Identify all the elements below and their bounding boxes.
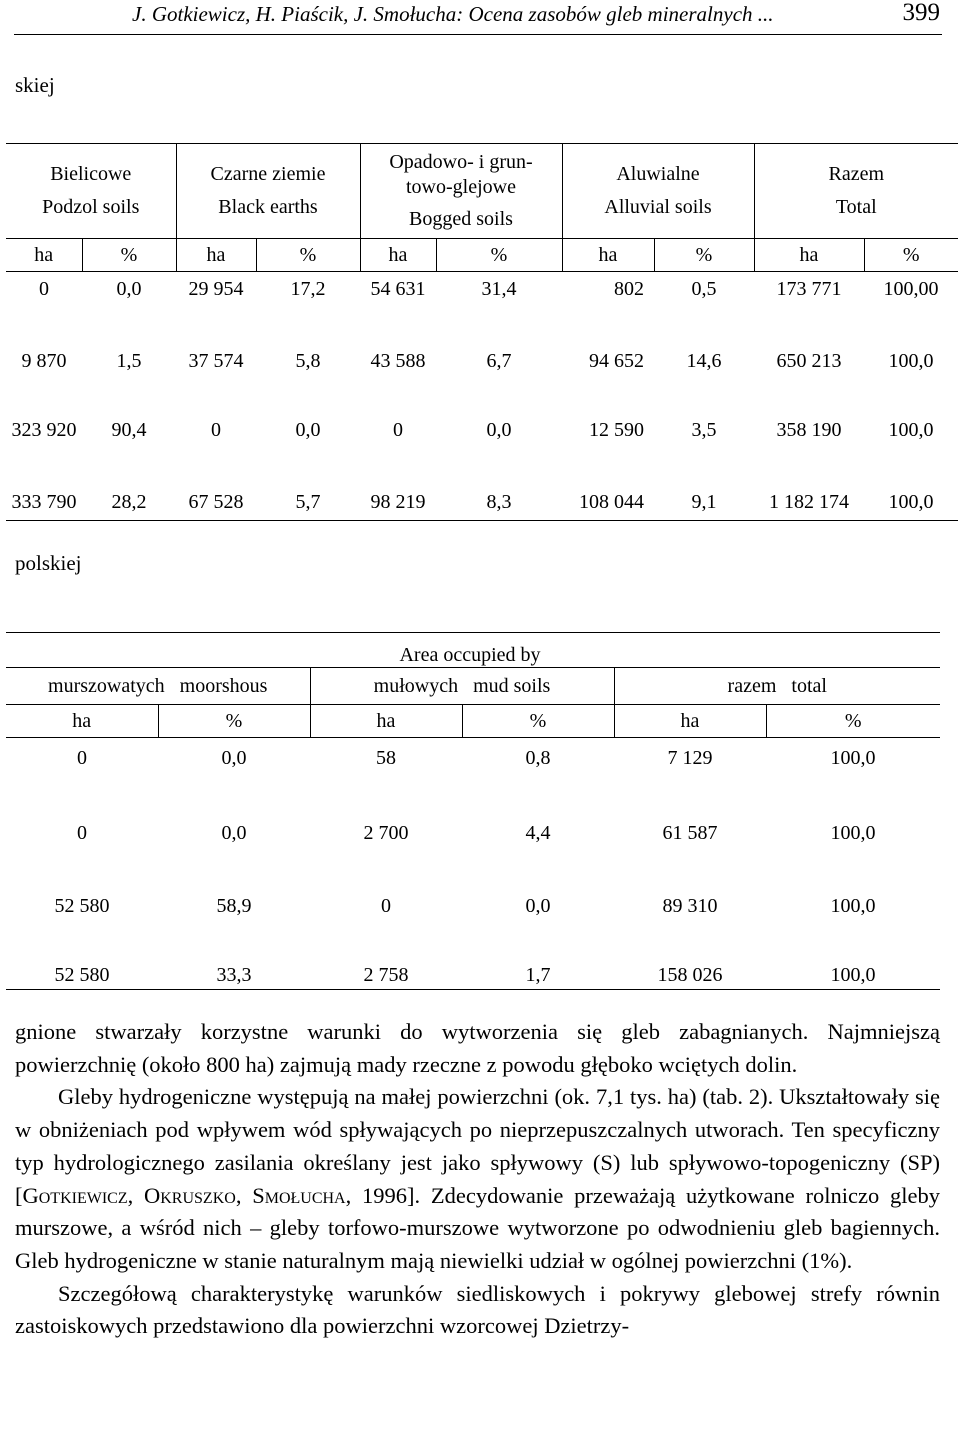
table-cell: 58,9: [216, 895, 252, 917]
unit-cell: ha: [562, 239, 654, 272]
header-bogged: [360, 144, 562, 239]
table-cell: 3,5: [691, 419, 717, 441]
soil-table-2: [6, 632, 940, 990]
header-label-pl: Aluwialne: [616, 163, 700, 185]
unit-cell: %: [462, 705, 614, 738]
table-cell: 31,4: [481, 278, 517, 300]
table-cell: 14,6: [686, 350, 722, 372]
table-cell: 52 580: [6, 924, 158, 990]
table-cell: 0,0: [295, 419, 321, 441]
table-cell: 802: [614, 278, 644, 300]
table-row: [6, 306, 958, 375]
table-cell: 323 920: [11, 419, 77, 441]
table-cell: 173 771: [776, 278, 842, 300]
table-cell: 108 044: [562, 446, 654, 521]
table-cell: 17,2: [290, 278, 326, 300]
paragraph: [15, 1081, 940, 1277]
table-row: [6, 272, 958, 307]
table-cell: 2 758: [310, 924, 462, 990]
units-row: [6, 705, 940, 738]
table-cell: 9,1: [654, 446, 754, 521]
table-cell: 28,2: [82, 446, 176, 521]
body-text: [15, 1016, 940, 1343]
table-cell: 0,0: [486, 419, 512, 441]
unit-cell: ha: [6, 239, 82, 272]
table-cell: 100,0: [830, 747, 876, 769]
header-moorshous: murszowatych moorshous: [6, 668, 310, 705]
paragraph-text: Gleby hydrogeniczne występują na małej powierzchni (ok. 7,1 tys. ha) (tab. 2). Ukształtowały się w obniżeniach pod wpływem wód spływających po nieprzepuszczalnych utworach. Ten specyficzny typ hydrologicznego zasilania określany jest jako spływowy (S) lub spływowo-topogeniczny (SP) [: [15, 1084, 940, 1208]
table-row: [6, 778, 940, 851]
table-cell: 61 587: [662, 822, 718, 844]
table-cell: 0,0: [221, 747, 247, 769]
table-cell: 100,0: [864, 446, 958, 521]
table-cell: 12 590: [589, 419, 644, 441]
table-cell: 98 219: [360, 446, 436, 521]
header-label-pl: Opadowo- i grun-: [389, 151, 533, 173]
table-cell: 333 790: [6, 446, 82, 521]
header-label-en: Black earths: [218, 196, 318, 218]
table-cell: 6,7: [486, 350, 512, 372]
header-label-en: Bogged soils: [409, 208, 513, 230]
header-black-earths: [176, 144, 360, 239]
unit-cell: %: [766, 705, 940, 738]
paragraph: gnione stwarzały korzystne warunki do wytworzenia się gleb zabagnianych. Najmniejszą powierzchnię (około 800 ha) zajmują mady rzeczne z powodu głęboko wciętych dolin.: [15, 1019, 940, 1077]
table-row: [6, 738, 940, 779]
citation-authors: Gotkiewicz, Okruszko, Smołucha: [22, 1182, 346, 1208]
header-podzol: [6, 144, 176, 239]
unit-cell: %: [256, 239, 360, 272]
paragraph: Szczegółową charakterystykę warunków siedliskowych i pokrywy glebowej strefy równin zastoiskowych przedstawiono dla powierzchni wzorcowej Dzietrzy-: [15, 1280, 940, 1339]
table-cell: 8,3: [436, 446, 562, 521]
table-cell: 58: [376, 747, 396, 769]
table-caption-fragment: polskiej: [15, 551, 82, 575]
page-number: 399: [902, 0, 940, 26]
table-cell: 0,0: [116, 278, 142, 300]
header-label-pl: Razem: [828, 163, 885, 185]
paragraph-text: , 1996]. Zdecydowanie przeważają użytkowane rolniczo gleby murszowe, a wśród nich – gleby torfowo-murszowe wytworzone po odwodnieniu gleb bagiennych. Gleb hydrogeniczne w stanie naturalnym mają niewielki udział w ogólnej powierzchni (1%).: [15, 1182, 941, 1273]
table-cell: 29 954: [188, 278, 244, 300]
table-cell: 100,0: [830, 822, 876, 844]
table-cell: 0: [77, 747, 87, 769]
table-cell: 0,8: [525, 747, 551, 769]
table-cell: 100,0: [766, 924, 940, 990]
table-cell: 100,00: [883, 278, 939, 300]
unit-cell: %: [158, 705, 310, 738]
table-row: [6, 851, 940, 924]
header-label-en: Alluvial soils: [604, 196, 712, 218]
table-cell: 650 213: [776, 350, 842, 372]
unit-cell: %: [654, 239, 754, 272]
table-cell: 0: [393, 419, 403, 441]
table-cell: 358 190: [776, 419, 842, 441]
soil-table-1: [6, 143, 958, 521]
table-cell: 0,0: [221, 822, 247, 844]
table-cell: 100,0: [888, 350, 934, 372]
table-cell: 52 580: [54, 895, 110, 917]
unit-cell: ha: [360, 239, 436, 272]
table-cell: 5,8: [295, 350, 321, 372]
header-label-pl: Bielicowe: [50, 163, 132, 185]
area-label-text: Area occupied by: [399, 644, 541, 666]
header-label-pl: Czarne ziemie: [210, 163, 326, 185]
table-cell: 0: [77, 822, 87, 844]
table-cell: 0: [211, 419, 221, 441]
table-cell: 1,5: [116, 350, 142, 372]
table-cell: 7 129: [667, 747, 713, 769]
header-label-en: Total: [835, 196, 877, 218]
unit-cell: %: [864, 239, 958, 272]
unit-cell: ha: [176, 239, 256, 272]
header-total: razem total: [614, 668, 940, 705]
table-cell: 0,5: [691, 278, 717, 300]
unit-cell: ha: [614, 705, 766, 738]
unit-cell: ha: [310, 705, 462, 738]
table-cell: 37 574: [188, 350, 244, 372]
table-row: [6, 446, 958, 521]
table-cell: 90,4: [111, 419, 147, 441]
unit-cell: %: [436, 239, 562, 272]
unit-cell: %: [82, 239, 176, 272]
table-cell: 0,0: [525, 895, 551, 917]
header-mud-soils: mułowych mud soils: [310, 668, 614, 705]
table-cell: 0: [39, 278, 49, 300]
table-cell: 5,7: [256, 446, 360, 521]
unit-cell: ha: [754, 239, 864, 272]
unit-cell: ha: [6, 705, 158, 738]
table-cell: 89 310: [662, 895, 718, 917]
table-row: [6, 924, 940, 990]
table-cell: 67 528: [176, 446, 256, 521]
table-caption-fragment: skiej: [15, 73, 55, 97]
table-cell: 4,4: [525, 822, 551, 844]
table-cell: 43 588: [370, 350, 426, 372]
header-total: [754, 144, 958, 239]
header-alluvial: [562, 144, 754, 239]
table-cell: 1,7: [462, 924, 614, 990]
table-cell: 9 870: [21, 350, 67, 372]
table-cell: 54 631: [370, 278, 426, 300]
running-head-authors: J. Gotkiewicz, H. Piaścik, J. Smołucha: Ocena zasobów gleb mineralnych ...: [132, 2, 774, 26]
table-cell: 100,0: [830, 895, 876, 917]
table-cell: 33,3: [158, 924, 310, 990]
header-label-en: Podzol soils: [42, 196, 140, 218]
header-label-pl: towo-glejowe: [406, 176, 516, 198]
running-head: [14, 0, 942, 35]
units-row: [6, 239, 958, 272]
table-cell: 158 026: [614, 924, 766, 990]
table-cell: 100,0: [888, 419, 934, 441]
table-cell: 1 182 174: [754, 446, 864, 521]
table-cell: 0: [381, 895, 391, 917]
table-cell: 2 700: [363, 822, 409, 844]
table-row: [6, 375, 958, 446]
area-occupied-label: [6, 633, 940, 668]
table-cell: 94 652: [589, 350, 644, 372]
